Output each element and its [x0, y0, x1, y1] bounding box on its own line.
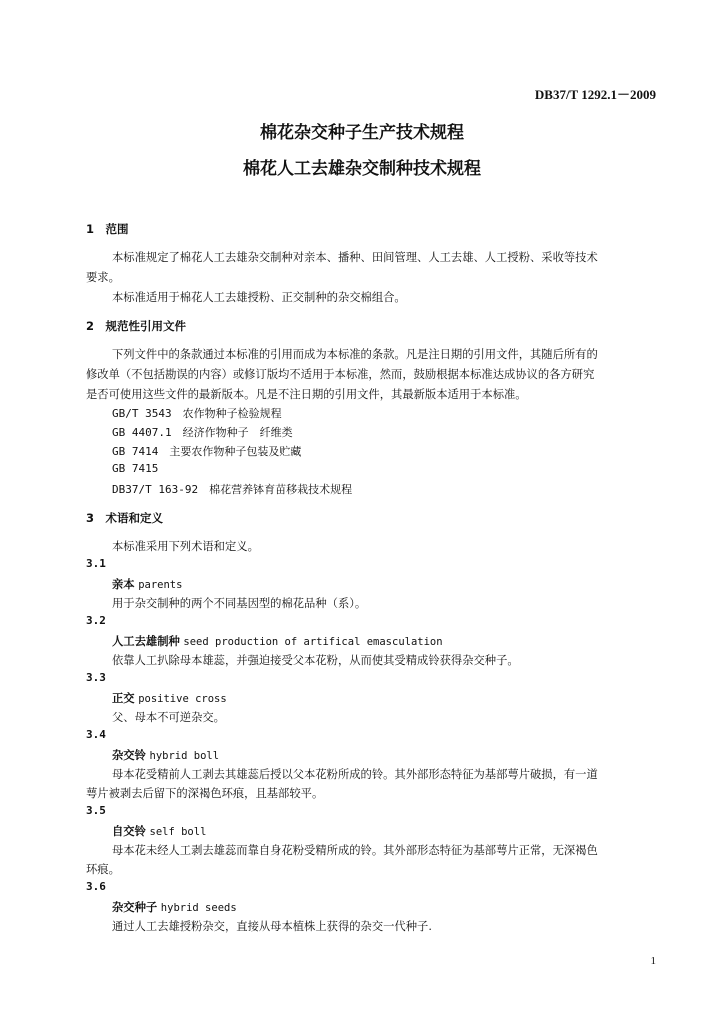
section-1-paragraph-1: 本标准规定了棉花人工去雄杂交制种对亲本、播种、田间管理、人工去雄、人工授粉、采收等技术	[112, 251, 598, 264]
term-title	[112, 899, 237, 915]
section-2-paragraph-line-3: 是否可使用这些文件的最新版本。凡是不注日期的引用文件，其最新版本适用于本标准。	[86, 388, 527, 401]
document-sub-title: 棉花人工去雄杂交制种技术规程	[243, 159, 481, 179]
term-english: parents	[138, 579, 183, 591]
term-definition-cont: 环痕。	[86, 863, 120, 876]
section-2-paragraph-line-2: 修改单（不包括勘误的内容）或修订版均不适用于本标准，然而，鼓励根据本标准达成协议的各方研究	[86, 368, 595, 381]
standard-number: DB37/T 1292.1－2009	[534, 87, 656, 102]
term-definition: 通过人工去雄授粉杂交，直接从母本植株上获得的杂交一代种子.	[112, 920, 432, 933]
term-chinese: 人工去雄制种	[112, 635, 180, 648]
term-definition: 依靠人工扒除母本雄蕊，并强迫接受父本花粉，从而使其受精成铃获得杂交种子。	[112, 654, 519, 667]
term-english: positive cross	[138, 693, 227, 705]
term-english: seed production of artifical emasculation	[183, 636, 443, 648]
term-english: hybrid boll	[149, 750, 220, 762]
reference-item: GB 7414 主要农作物种子包装及贮藏	[112, 445, 302, 458]
page-number: 1	[650, 955, 656, 967]
reference-item: DB37/T 163-92 棉花营养钵育苗移栽技术规程	[112, 483, 353, 496]
term-definition: 母本花受精前人工剥去其雄蕊后授以父本花粉所成的铃。其外部形态特征为基部萼片破损，有一道	[112, 768, 598, 781]
reference-item: GB/T 3543 农作物种子检验规程	[112, 407, 282, 420]
section-1-heading: 1 范围	[86, 222, 129, 236]
term-title	[112, 823, 206, 839]
term-chinese: 亲本	[112, 578, 135, 591]
section-2-paragraph-line-1: 下列文件中的条款通过本标准的引用而成为本标准的条款。凡是注日期的引用文件，其随后所有的	[112, 348, 598, 361]
section-1-paragraph-1-cont: 要求。	[86, 271, 120, 284]
term-number: 3.6	[86, 880, 106, 893]
term-number: 3.5	[86, 804, 106, 817]
term-definition: 用于杂交制种的两个不同基因型的棉花品种（系）。	[112, 597, 367, 610]
section-3-heading: 3 术语和定义	[86, 511, 164, 525]
term-number: 3.2	[86, 614, 106, 627]
section-2-heading: 2 规范性引用文件	[86, 319, 187, 333]
term-chinese: 杂交种子	[112, 901, 158, 914]
term-definition-cont: 萼片被剥去后留下的深褐色环痕，且基部较平。	[86, 787, 324, 800]
term-number: 3.1	[86, 557, 106, 570]
term-title	[112, 747, 219, 763]
section-3-intro: 本标准采用下列术语和定义。	[112, 540, 259, 553]
term-chinese: 正交	[112, 692, 135, 705]
reference-item: GB 4407.1 经济作物种子 纤维类	[112, 426, 293, 439]
term-chinese: 杂交铃	[112, 749, 146, 762]
section-1-paragraph-2: 本标准适用于棉花人工去雄授粉、正交制种的杂交棉组合。	[112, 291, 406, 304]
term-definition: 父、母本不可逆杂交。	[112, 711, 225, 724]
term-title	[112, 633, 443, 649]
term-chinese: 自交铃	[112, 825, 146, 838]
term-title	[112, 690, 227, 706]
reference-item: GB 7415	[112, 462, 159, 475]
term-english: hybrid seeds	[160, 902, 237, 914]
term-english: self boll	[149, 826, 207, 838]
term-title	[112, 576, 182, 592]
document-main-title: 棉花杂交种子生产技术规程	[260, 123, 464, 143]
term-number: 3.4	[86, 728, 106, 741]
term-number: 3.3	[86, 671, 106, 684]
term-definition: 母本花未经人工剥去雄蕊而靠自身花粉受精所成的铃。其外部形态特征为基部萼片正常，无深褐色	[112, 844, 598, 857]
